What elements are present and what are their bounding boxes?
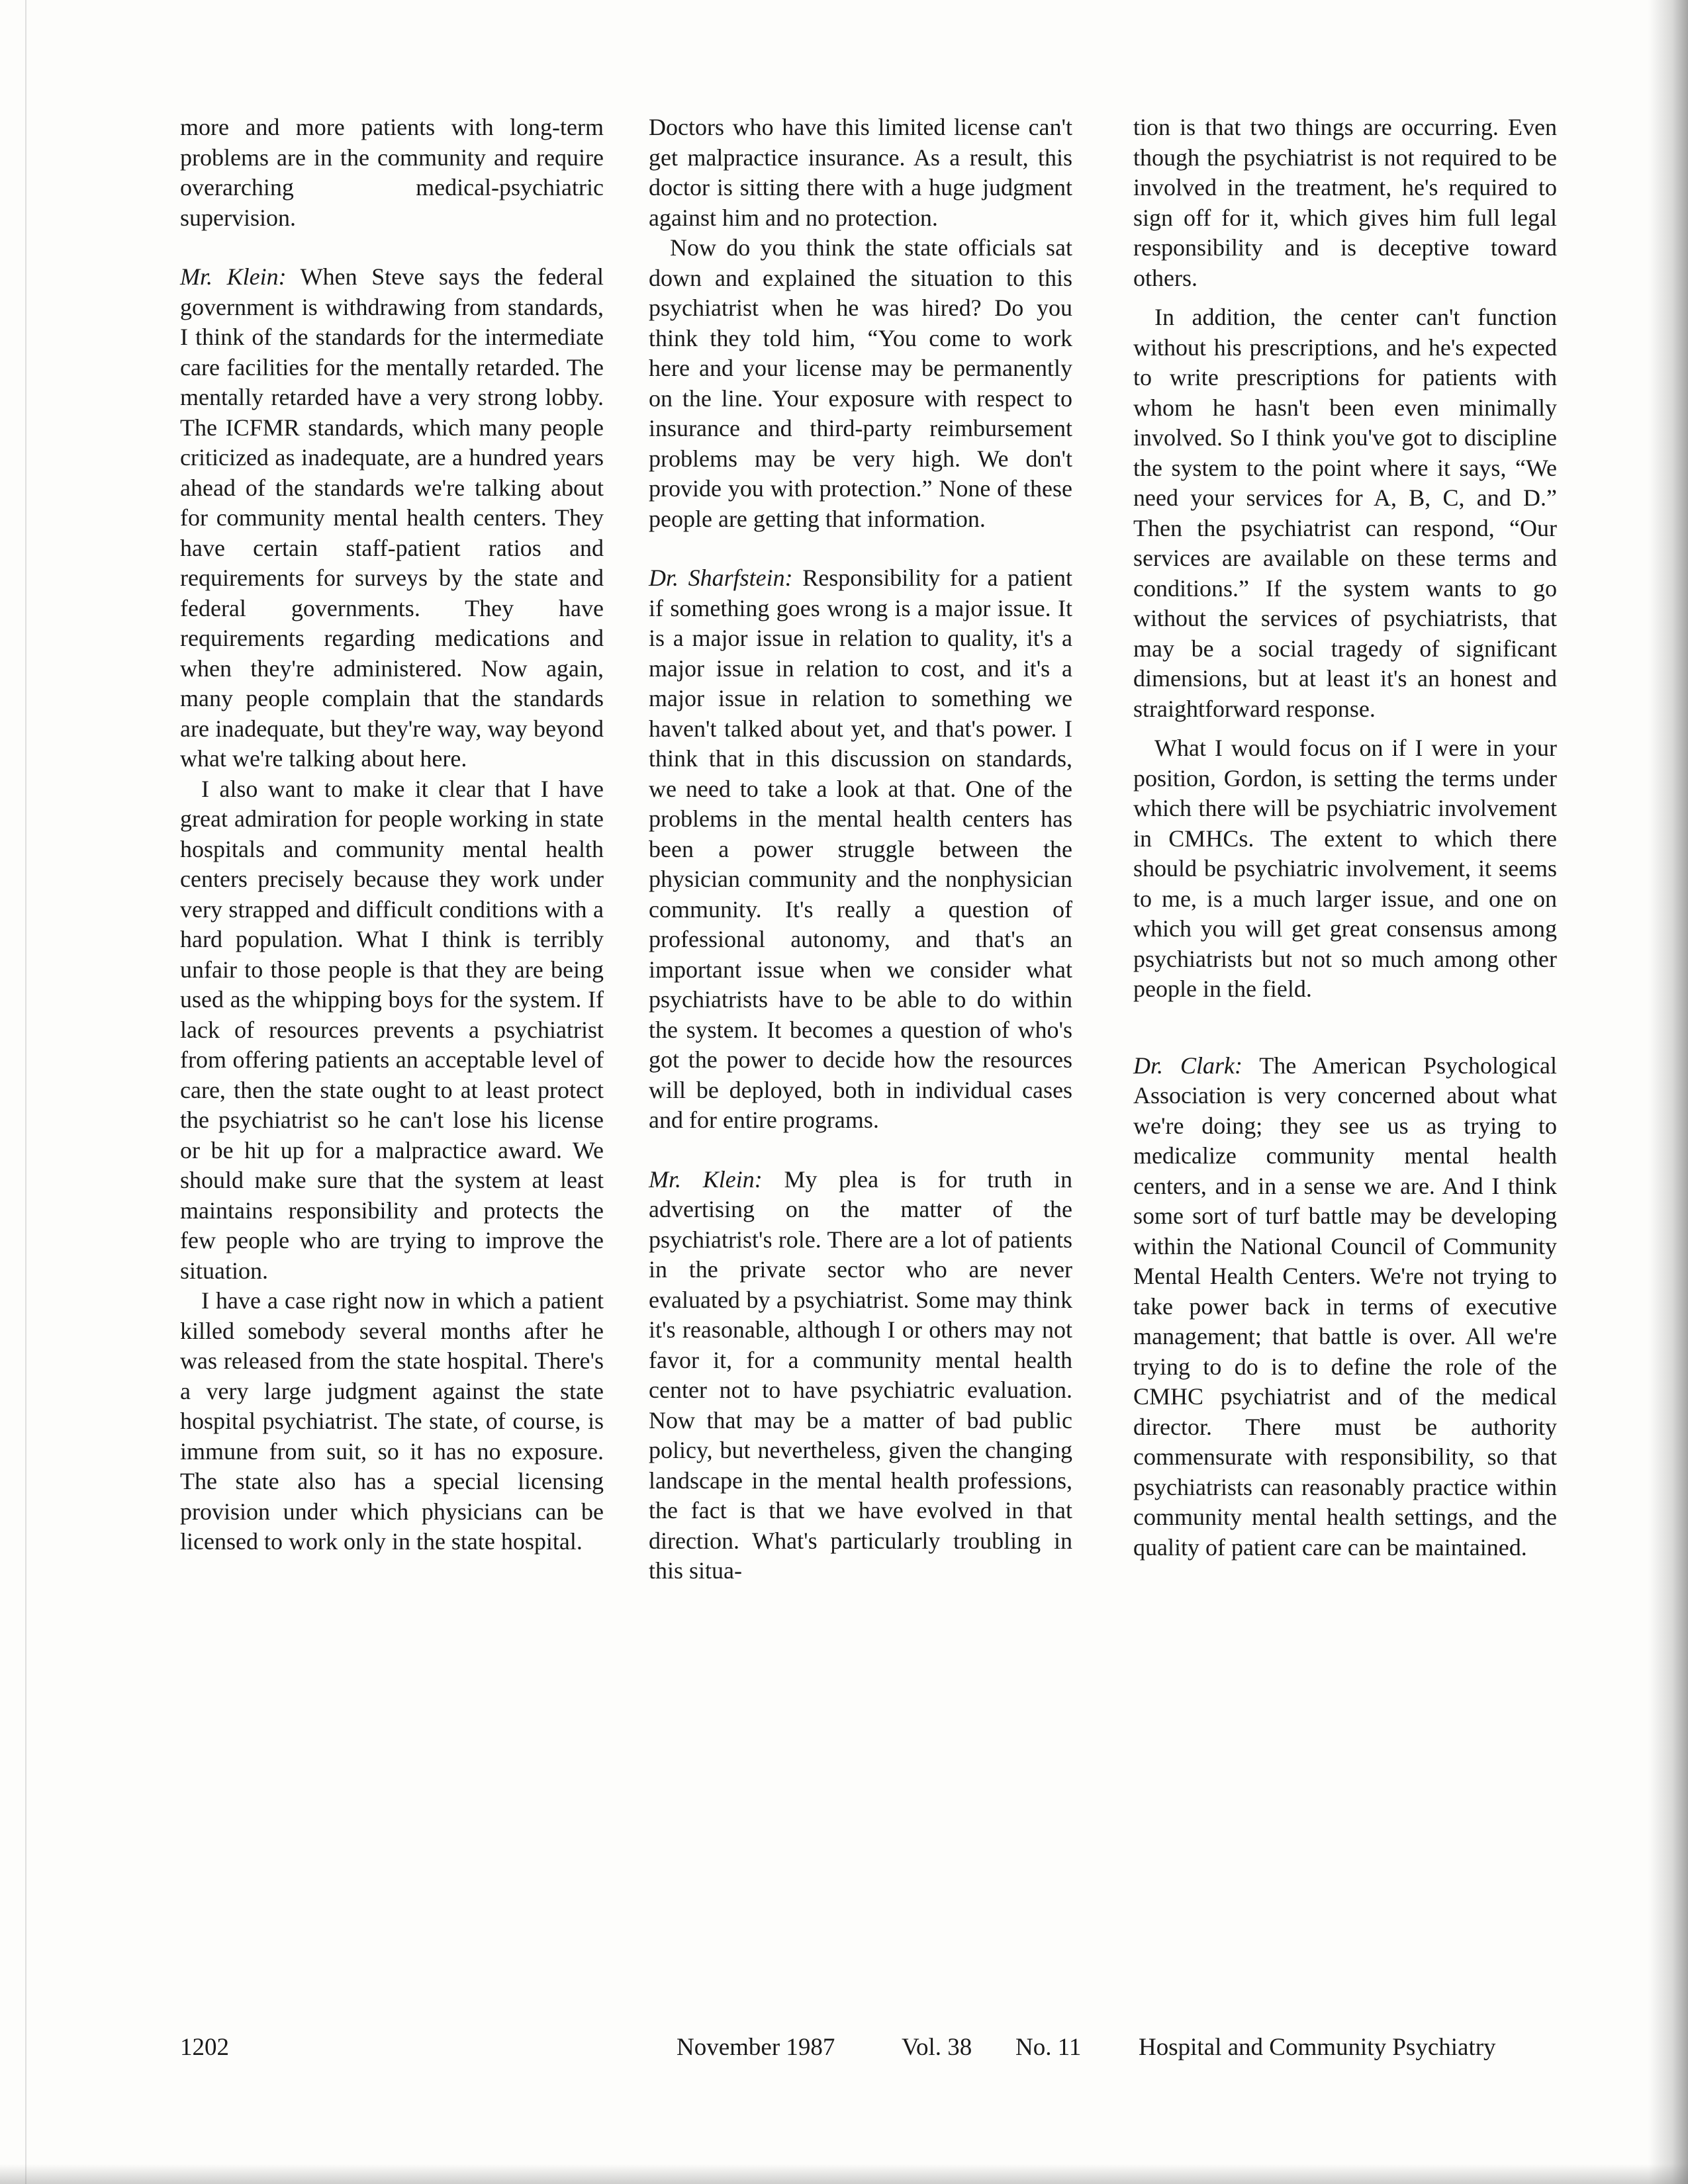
speaker-paragraph [649, 563, 1072, 1136]
speaker-paragraph [649, 1165, 1072, 1586]
paragraph-text: My plea is for truth in advertising on the matter of the psychiatrist's role. There are a lot of patients in the private sector who are never evaluated by a psychiatrist. Some may think it's reasonable, although I or others may not favor it, for a community mental health center not to have psychiatric evaluation. Now that may be a matter of bad public policy, but nevertheless, given the changing landscape in the mental health professions, the fact is that we have evolved in that direction. What's particularly troubling in this situa- [649, 1165, 1072, 1584]
paragraph: more and more patients with long-term problems are in the community and require overarching medical-psychiatric supervision. [180, 114, 604, 231]
paragraph: I also want to make it clear that I have great admiration for people working in state hospitals and community mental health centers precisely because they work under very strapped and difficult conditions with a hard population. What I think is terribly unfair to those people is that they are being used as the whipping boys for the system. If lack of resources prevents a psychiatrist from offering patients an acceptable level of care, then the state ought to at least protect the psychiatrist so he can't lose his license or be hit up for a malpractice award. We should make sure that the system at least maintains responsibility and protects the few people who are trying to improve the situation. [180, 775, 604, 1284]
text-column-1 [180, 113, 604, 1557]
paragraph: I have a case right now in which a patient killed somebody several months after he was released from the state hospital. There's a very large judgment against the state hospital psychiatrist. The state, of course, is immune from suit, so it has no exposure. The state also has a special licensing provision under which physicians can be licensed to work only in the state hospital. [180, 1287, 604, 1555]
paragraph: Doctors who have this limited license can't get malpractice insurance. As a result, this doctor is sitting there with a huge judgment against him and no protection. [649, 114, 1072, 231]
speaker-paragraph [1133, 1051, 1557, 1563]
issue-date: November 1987 [677, 2034, 835, 2061]
page-number: 1202 [180, 2034, 229, 2061]
page-footer [180, 2033, 1564, 2066]
paragraph-text: Responsibility for a patient if something goes wrong is a major issue. It is a major issue in relation to quality, it's a major issue in relation to cost, and it's a major issue in relation to something we haven't talked about yet, and that's power. I think that in this discussion on standards, we need to take a look at that. One of the problems in the mental health centers has been a power struggle between the physician community and the nonphysician community. It's really a question of professional autonomy, and that's an important issue when we consider what psychiatrists have to be able to do within the system. It becomes a question of who's got the power to decide how the resources will be deployed, both in individual cases and for entire programs. [649, 565, 1072, 1133]
text-column-3 [1133, 113, 1557, 1563]
journal-title: Hospital and Community Psychiatry [1139, 2034, 1496, 2061]
speaker-name: Mr. Klein: [180, 263, 287, 290]
text-column-2 [649, 113, 1072, 1586]
speaker-name: Mr. Klein: [649, 1165, 763, 1193]
paragraph: In addition, the center can't function without his prescriptions, and he's expected to write prescriptions for patients with whom he hasn't been even minimally involved. So I think you've got to discipline the system to the point where it says, “We need your services for A, B, C, and D.” Then the psychiatrist can respond, “Our services are available on these terms and conditions.” If the system wants to go without the services of psychiatrists, that may be a social tragedy of significant dimensions, but at least it's an honest and straightforward response. [1133, 304, 1557, 722]
paragraph: tion is that two things are occurring. Even though the psychiatrist is not required to be involved in the treatment, he's required to sign off for it, which gives him full legal responsibility and is deceptive toward others. [1133, 114, 1557, 291]
paragraph-text: The American Psychological Association is very concerned about what we're doing; they see us as trying to medicalize community mental health centers, and in a sense we are. And I think some sort of turf battle may be developing within the National Council of Community Mental Health Centers. We're not trying to take power back in terms of executive management; that battle is over. All we're trying to do is to define the role of the CMHC psychiatrist and of the medical director. There must be authority commensurate with responsibility, so that psychiatrists can reasonably practice within community mental health settings, and the quality of patient care can be maintained. [1133, 1052, 1557, 1561]
speaker-paragraph [180, 262, 604, 774]
scan-binding-line [25, 0, 26, 2184]
volume-number: Vol. 38 [902, 2034, 972, 2061]
speaker-name: Dr. Sharfstein: [649, 565, 793, 591]
scan-bottom-shadow [0, 2164, 1688, 2184]
speaker-name: Dr. Clark: [1133, 1052, 1243, 1079]
scan-edge-shadow [1648, 0, 1688, 2184]
issue-number: No. 11 [1015, 2034, 1082, 2061]
paragraph-text: When Steve says the federal government is withdrawing from standards, I think of the standards for the intermediate care facilities for the mentally retarded. The mentally retarded have a very strong lobby. The ICFMR standards, which many people criticized as inadequate, are a hundred years ahead of the standards we're talking about for community mental health centers. They have certain staff-patient ratios and requirements for surveys by the state and federal governments. They have requirements regarding medications and when they're administered. Now again, many people complain that the standards are inadequate, but they're way, way beyond what we're talking about here. [180, 263, 604, 772]
paragraph: What I would focus on if I were in your position, Gordon, is setting the terms under which there will be psychiatric involvement in CMHCs. The extent to which there should be psychiatric involvement, it seems to me, is a much larger issue, and one on which you will get great consensus among psychiatrists but not so much among other people in the field. [1133, 735, 1557, 1002]
paragraph: Now do you think the state officials sat down and explained the situation to this psychiatrist when he was hired? Do you think they told him, “You come to work here and your license may be permanently on the line. Your exposure with respect to insurance and third-party reimbursement problems may be very high. We don't provide you with protection.” None of these people are getting that information. [649, 234, 1072, 532]
